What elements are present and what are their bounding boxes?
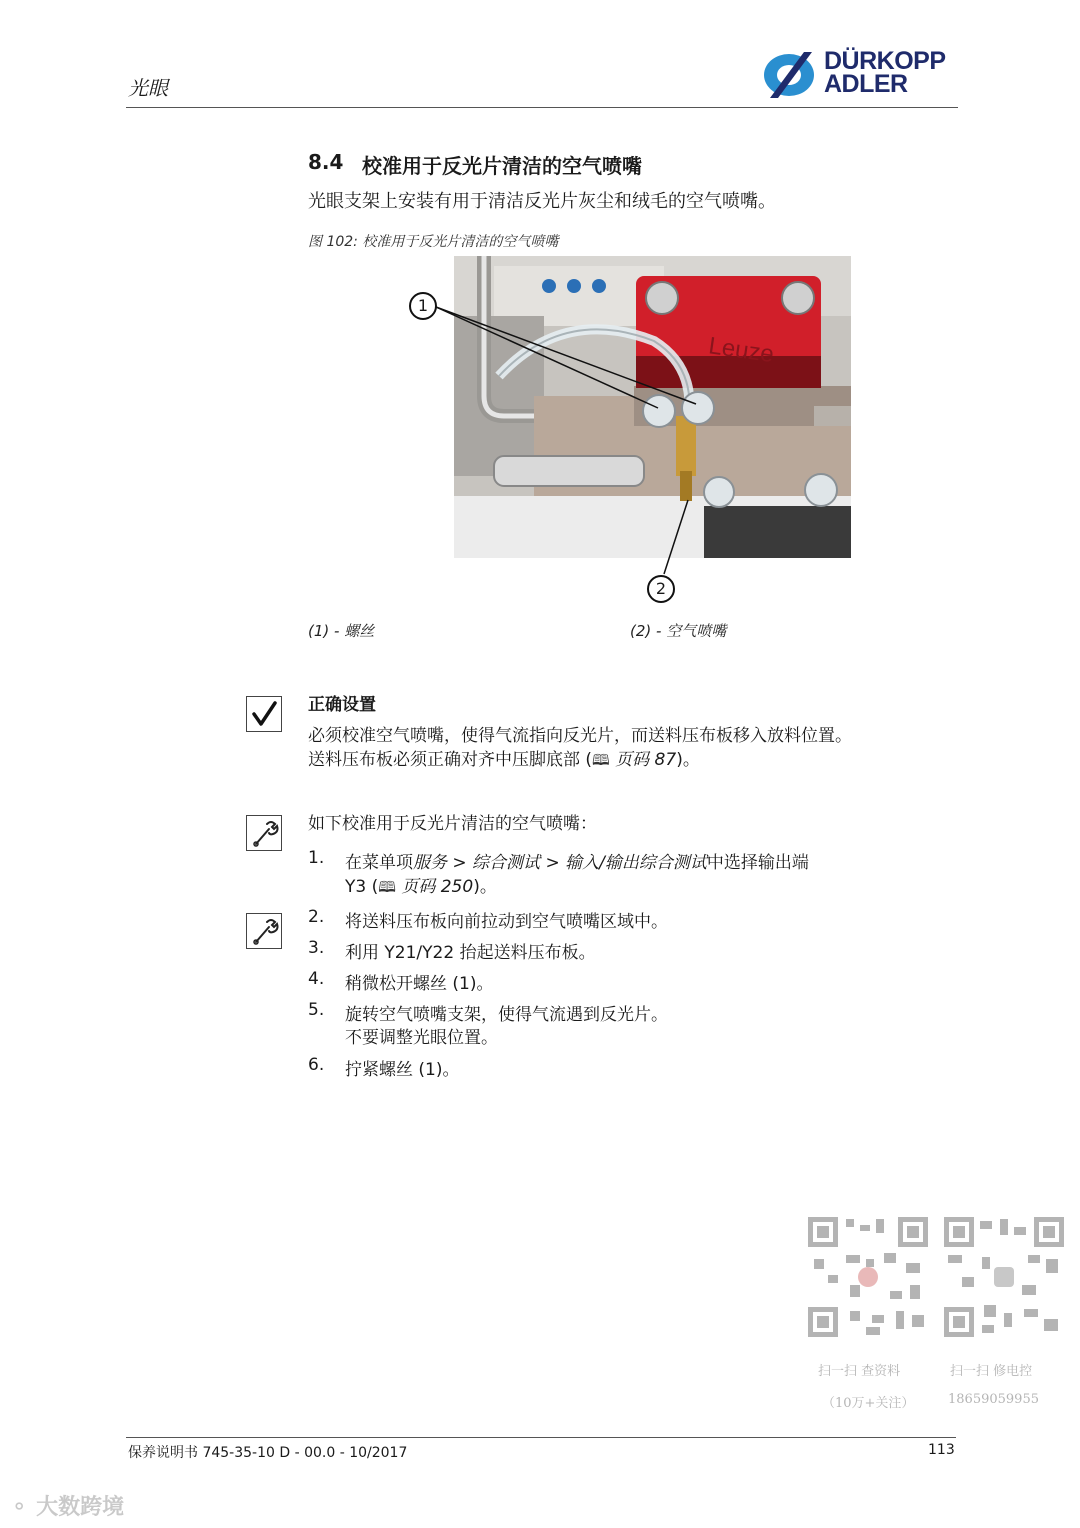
note-line-2-text: 送料压布板必须正确对齐中压脚底部 (: [308, 750, 593, 770]
step-6-text: 拧紧螺丝 (1)。: [345, 1060, 460, 1080]
procedure-intro: 如下校准用于反光片清洁的空气喷嘴：: [308, 814, 597, 834]
sensor-brand-text: Leuze: [706, 332, 776, 369]
watermark-text: 大数跨境: [36, 1495, 125, 1520]
step-6-number: 6.: [308, 1055, 325, 1075]
step-1-post: 中选择输出端: [706, 853, 809, 873]
legend-item-1: (1) - 螺丝: [308, 622, 375, 640]
note-heading: 正确设置: [308, 695, 376, 715]
step-1-number: 1.: [308, 848, 325, 868]
wrench-icon-2: [246, 913, 282, 949]
wrench-icon: [246, 815, 282, 851]
section-title: 校准用于反光片清洁的空气喷嘴: [362, 154, 642, 178]
note-line-2: [308, 745, 700, 775]
step-4-number: 4.: [308, 969, 325, 989]
qr-code-right[interactable]: [942, 1215, 1066, 1339]
callout-leader-lines: [0, 0, 1080, 620]
legend-item-2: (2) - 空气喷嘴: [630, 622, 727, 640]
qr-left-caption: 扫一扫 查资料: [818, 1364, 901, 1379]
footer-page-number: 113: [928, 1442, 955, 1458]
note-line-2-end: )。: [676, 750, 700, 770]
step-1-pre: 在菜单项: [345, 853, 413, 873]
qr-code-left[interactable]: [806, 1215, 930, 1339]
footer-divider: [126, 1437, 956, 1438]
step-1-line2-pre: Y3 (: [345, 877, 379, 897]
step-5-text: 旋转空气喷嘴支架，使得气流遇到反光片。: [345, 1005, 668, 1025]
step-5-line-2: 不要调整光眼位置。: [345, 1028, 498, 1048]
brand-line-2: ADLER: [824, 70, 908, 98]
book-icon-2: 🕮: [378, 878, 396, 896]
watermark-icon: ⚬: [10, 1495, 37, 1520]
step-5-number: 5.: [308, 1000, 325, 1020]
figure-caption: 图 102: 校准用于反光片清洁的空气喷嘴: [308, 234, 559, 250]
step-1-line-2: [345, 872, 497, 902]
qr-left-subcaption: （10万+关注）: [822, 1396, 915, 1411]
qr-right-caption: 扫一扫 修电控: [950, 1364, 1033, 1379]
section-number: 8.4: [308, 150, 344, 174]
step-1-menu-path: 服务 > 综合测试 > 输入/输出综合测试: [413, 853, 707, 873]
section-intro: 光眼支架上安装有用于清洁反光片灰尘和绒毛的空气喷嘴。: [308, 191, 776, 212]
step-4-text: 稍微松开螺丝 (1)。: [345, 974, 494, 994]
header-section-title: 光眼: [128, 76, 168, 100]
step-3-number: 3.: [308, 938, 325, 958]
book-icon: 🕮: [592, 751, 610, 769]
footer-document-id: 保养说明书 745-35-10 D - 00.0 - 10/2017: [128, 1445, 408, 1461]
watermark: [10, 1490, 124, 1521]
callout-2: 2: [647, 575, 675, 603]
step-2-text: 将送料压布板向前拉动到空气喷嘴区域中。: [345, 912, 668, 932]
step-3-text: 利用 Y21/Y22 抬起送料压布板。: [345, 943, 596, 963]
brand-line-1: DÜRKOPP: [824, 47, 946, 75]
note-line-1: 必须校准空气喷嘴，使得气流指向反光片，而送料压布板移入放料位置。: [308, 726, 852, 746]
callout-1: 1: [409, 292, 437, 320]
qr-right-subcaption: 18659059955: [948, 1392, 1039, 1407]
step-1-line2-post: )。: [473, 877, 497, 897]
checkmark-icon: [246, 696, 282, 732]
note-page-ref[interactable]: 页码 87: [609, 750, 677, 770]
step-2-number: 2.: [308, 907, 325, 927]
step-1-page-ref[interactable]: 页码 250: [395, 877, 474, 897]
step-1-text: [345, 848, 809, 873]
